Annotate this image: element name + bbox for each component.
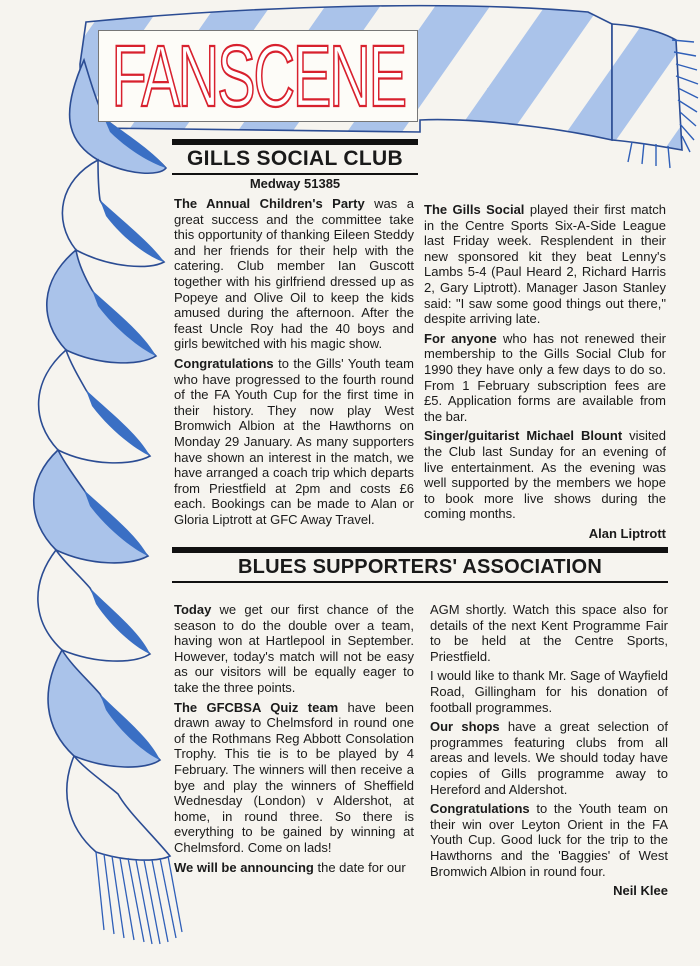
paragraph: The GFCBSA Quiz team have been drawn away to Chelmsford in round one of the Rothmans Reg Abbott Consolation Trophy. This tie is to be played by 4 February. The winners will then receive a bye and play the winners of Sheffield Wednesday (London) v Aldershot, at home, in round three. So there is everything to be gained by winning at Chelmsford. Come on lads! [174, 699, 414, 855]
section-rule [172, 139, 418, 145]
paragraph: Today we get our first chance of the season to do the double over a team, having won at Hartlepool in September. However, today's match will not be easy as our visitors will be equally eager to take the three points. [174, 602, 414, 695]
blues-left-column [174, 602, 414, 879]
paragraph: For anyone who has not renewed their membership to the Gills Social Club for 1990 they have only a few days to do so. From 1 February subscription fees are £5. Application forms are available from the bar. [424, 330, 666, 424]
social-club-right-column [424, 202, 666, 541]
club-phone: Medway 51385 [249, 176, 341, 191]
author-signature: Alan Liptrott [588, 525, 666, 541]
section-rule [172, 547, 668, 553]
paragraph: Singer/guitarist Michael Blount visited the Club last Sunday for an evening of live entertainment. As the evening was well supported by the members we hope to book more live shows during the coming months. [424, 428, 666, 522]
masthead-title: FANSCENE [111, 26, 405, 126]
masthead-logo [98, 26, 418, 126]
section-subrule [172, 173, 418, 175]
section-heading-social-club: GILLS SOCIAL CLUB [187, 147, 403, 170]
paragraph: Congratulations to the Gills' Youth team who have progressed to the fourth round of the FA Youth Cup for the first time in their history. They now play West Bromwich Albion at the Hawthorns on Monday 29 January. As many supporters have shown an interest in the match, we have arranged a coach trip which departs from Priestfield at 2pm and costs £6 each. Bookings can be made to Alan or Gloria Liptrott at GFC Away Travel. [174, 355, 414, 527]
paragraph: Congratulations to the Youth team on their win over Leyton Orient in the FA Youth Cup. Good luck for the trip to the Hawthorns and the 'Baggies' of West Bromwich Albion in round four. [430, 801, 668, 879]
section-subrule [172, 581, 668, 583]
social-club-left-column [174, 196, 414, 531]
paragraph: I would like to thank Mr. Sage of Wayfield Road, Gillingham for his donation of football programmes. [430, 668, 668, 715]
section-heading-blues: BLUES SUPPORTERS' ASSOCIATION [238, 556, 602, 578]
paragraph: The Gills Social played their first match in the Centre Sports Six-A-Side League last Friday week. Resplendent in their new sponsored kit they beat Lenny's Lambs 5-4 (Paul Heard 2, Richard Harris 2, Gary Liptrott). Manager Jason Stanley said: "I saw some good things out there," despite arriving late. [424, 202, 667, 327]
author-signature: Neil Klee [613, 883, 668, 899]
blues-right-column [430, 602, 668, 899]
paragraph: The Annual Children's Party was a great success and the committee take this opportunity of thanking Eileen Steddy and her friends for their help with the catering. Club member Ian Guscott together with his girlfriend dressed up as Popeye and Olive Oil to keep the kids amused during the afternoon. After the feast Uncle Roy had the 40 boys and girls bewitched with his magic show. [174, 196, 414, 352]
paragraph: Our shops have a great selection of programmes featuring clubs from all areas and levels. We should today have copies of Gills programme away to Hereford and Aldershot. [430, 719, 668, 797]
paragraph: AGM shortly. Watch this space also for details of the next Kent Programme Fair to be held at the Centre Sports, Priestfield. [430, 602, 668, 664]
paragraph: We will be announcing the date for our [174, 859, 406, 875]
